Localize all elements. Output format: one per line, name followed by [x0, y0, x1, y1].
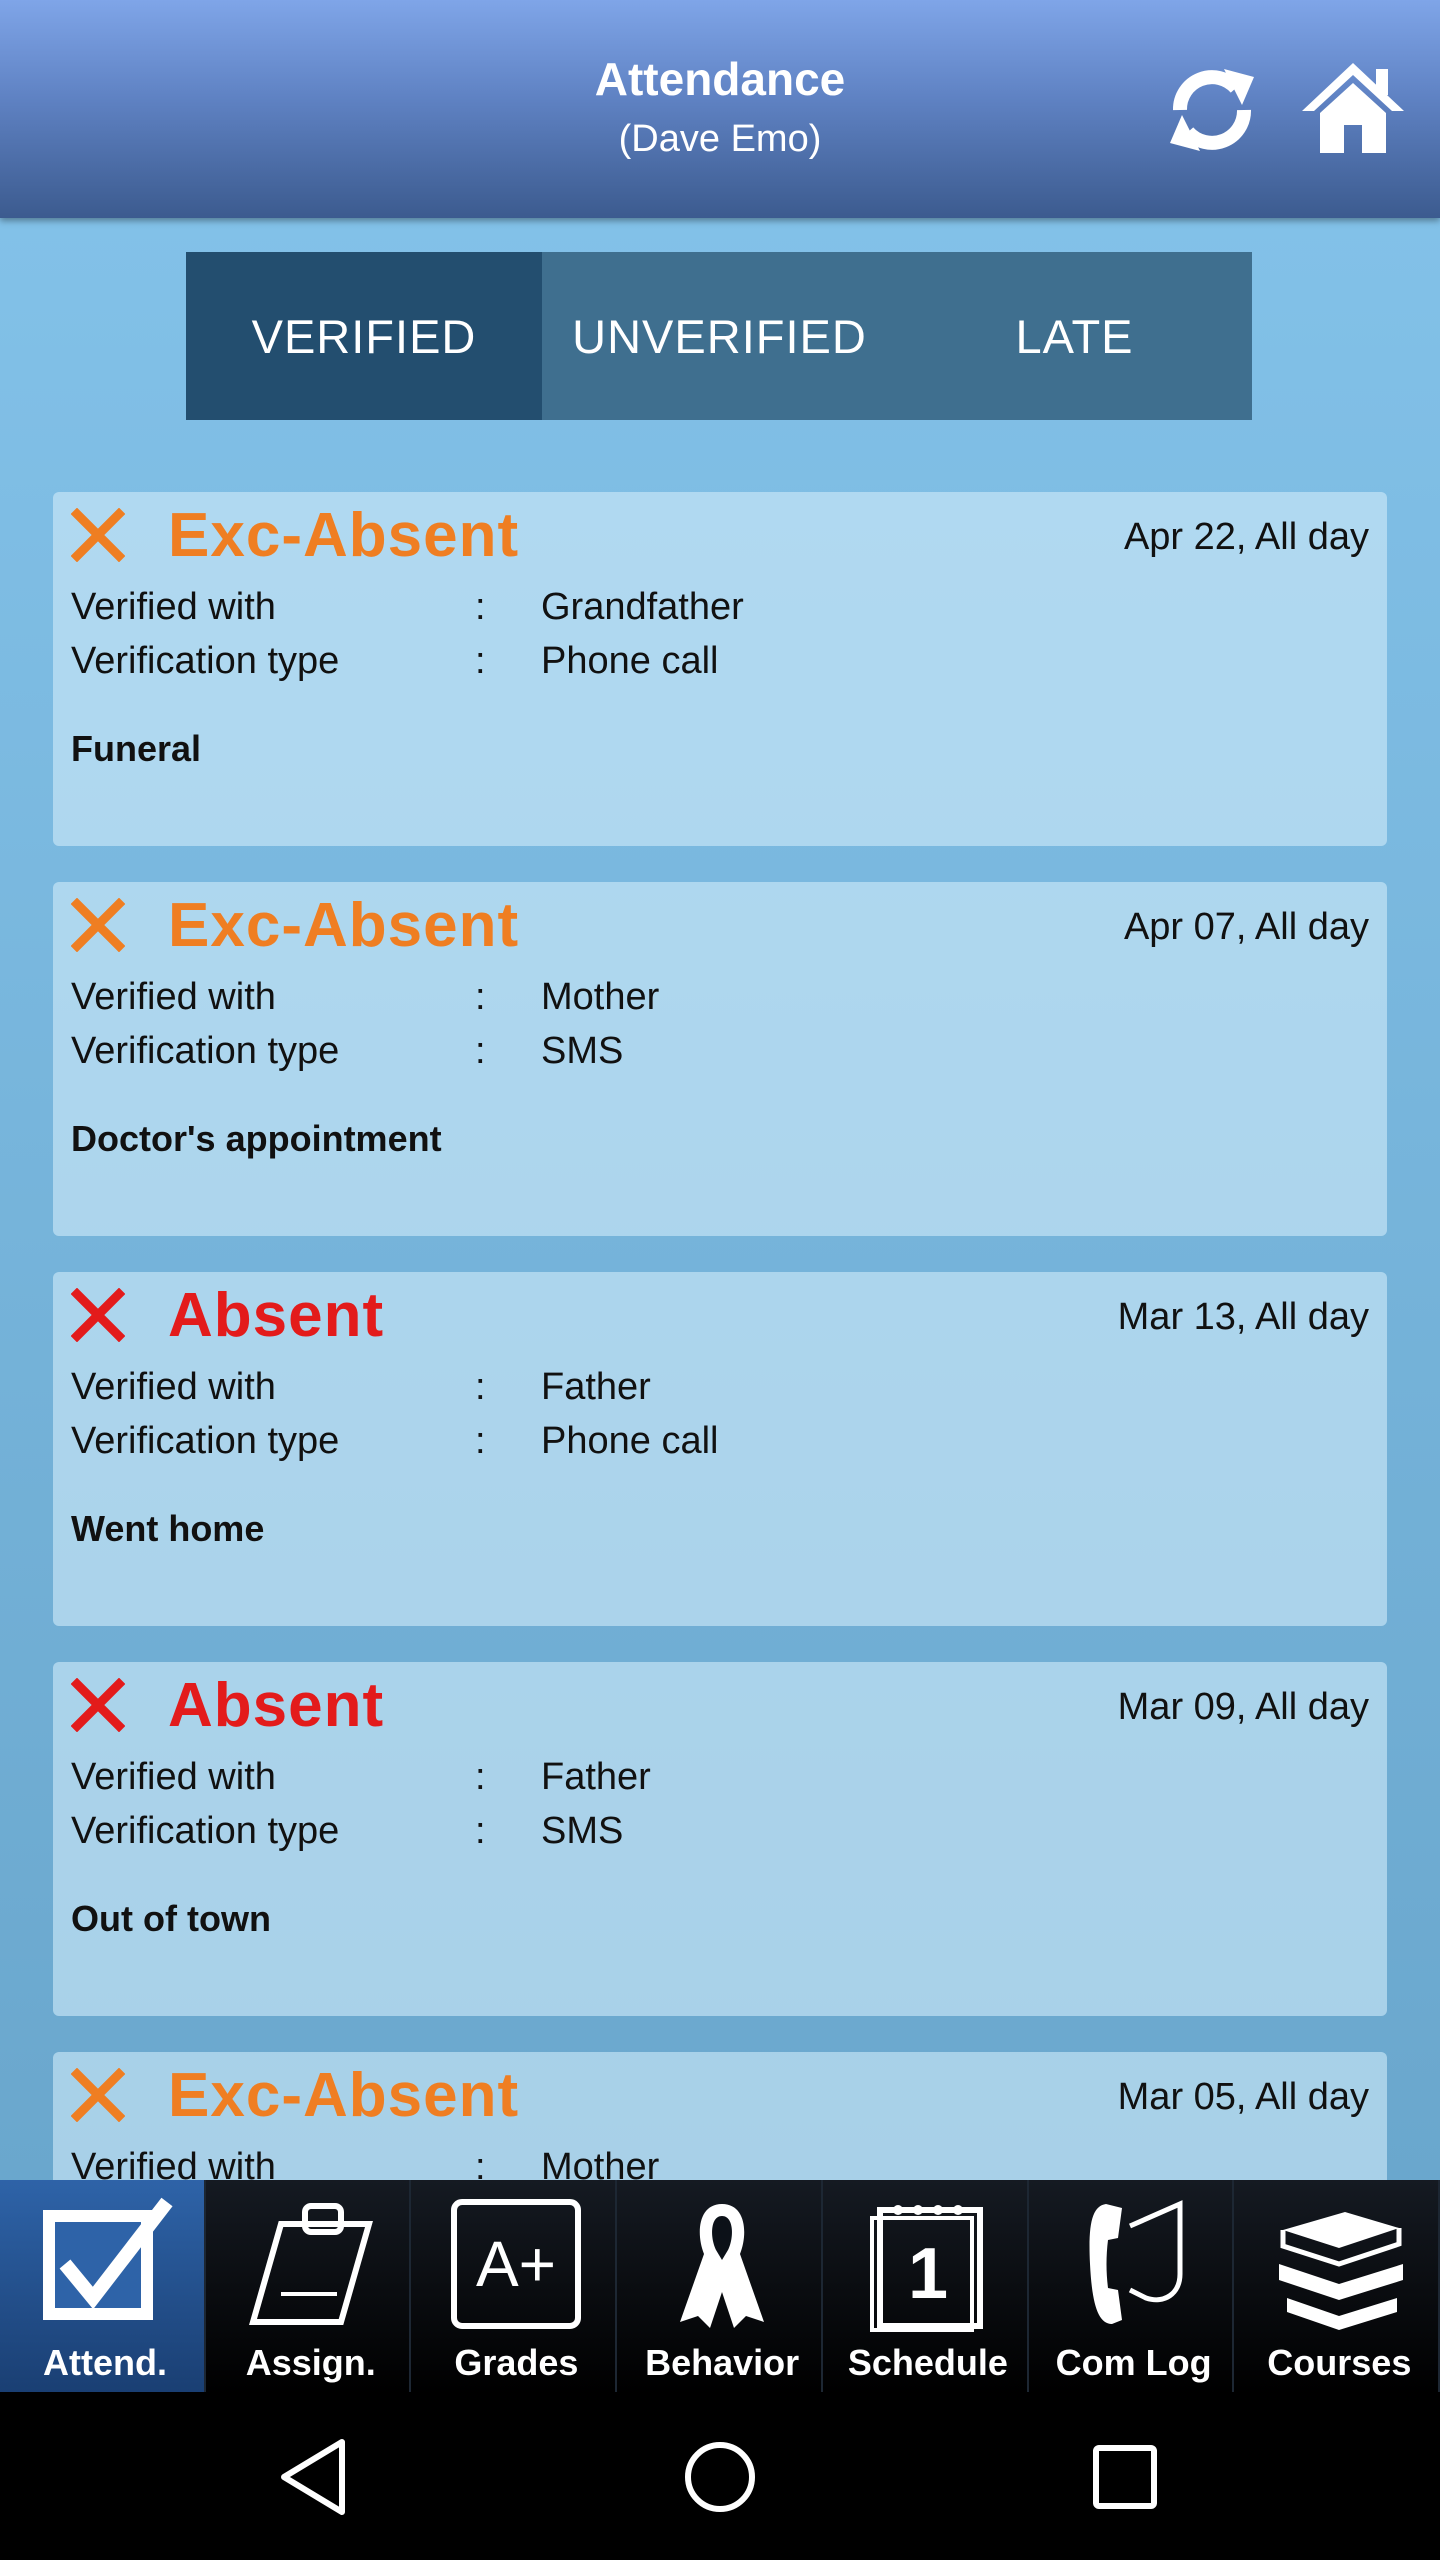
verified-with-value: Grandfather [541, 586, 744, 628]
verified-with-label: Verified with [71, 1366, 276, 1408]
separator-colon: : [475, 1366, 486, 1408]
verification-type-value: SMS [541, 1030, 624, 1072]
close-x-icon [71, 508, 125, 562]
tab-unverified[interactable]: UNVERIFIED [572, 309, 867, 363]
home-circle-icon[interactable] [675, 2432, 765, 2522]
attendance-date: Apr 22, All day [1123, 516, 1369, 558]
grade-a-plus-icon [446, 2194, 586, 2334]
nav-label: Behavior [645, 2342, 800, 2383]
calendar-icon [858, 2194, 998, 2334]
app-header [0, 0, 1440, 218]
tab-late[interactable]: LATE [1015, 309, 1134, 363]
attendance-record-card[interactable] [53, 1662, 1387, 2016]
separator-colon: : [475, 586, 486, 628]
nav-label: Courses [1267, 2342, 1412, 2383]
attendance-record-card[interactable] [53, 1272, 1387, 1626]
nav-attend[interactable] [0, 2180, 206, 2392]
attendance-content[interactable] [0, 218, 1440, 2180]
nav-label: Grades [454, 2342, 579, 2383]
verification-type-value: SMS [541, 1810, 624, 1852]
verified-with-value: Father [541, 1366, 651, 1408]
verified-with-value: Father [541, 1756, 651, 1798]
close-x-icon [71, 2068, 125, 2122]
checkbox-icon [35, 2194, 175, 2334]
attendance-date: Mar 05, All day [1117, 2076, 1369, 2118]
attendance-status: Absent [168, 1671, 385, 1740]
attendance-status: Exc-Absent [168, 501, 520, 570]
home-icon[interactable] [1298, 55, 1408, 165]
bottom-navigation [0, 2180, 1440, 2392]
ribbon-icon [652, 2194, 792, 2334]
attendance-date: Apr 07, All day [1123, 906, 1369, 948]
separator-colon: : [475, 1030, 486, 1072]
attendance-status: Absent [168, 1281, 385, 1350]
page-title: Attendance [594, 53, 846, 105]
separator-colon: : [475, 640, 486, 682]
verified-with-value: Mother [541, 2146, 660, 2180]
nav-schedule[interactable] [823, 2180, 1029, 2392]
books-icon [1269, 2194, 1409, 2334]
separator-colon: : [475, 1756, 486, 1798]
nav-assign[interactable] [206, 2180, 412, 2392]
tab-verified[interactable]: VERIFIED [186, 252, 542, 420]
recent-apps-icon[interactable] [1080, 2432, 1170, 2522]
absence-reason: Funeral [71, 728, 202, 769]
absence-reason: Doctor's appointment [71, 1118, 442, 1159]
verified-with-label: Verified with [71, 1756, 276, 1798]
close-x-icon [71, 1288, 125, 1342]
svg-text:A+: A+ [476, 2228, 557, 2300]
verification-type-label: Verification type [71, 1810, 340, 1852]
attendance-date: Mar 13, All day [1117, 1296, 1369, 1338]
nav-grades[interactable] [411, 2180, 617, 2392]
separator-colon: : [475, 976, 486, 1018]
clipboard-icon [241, 2194, 381, 2334]
verification-type-label: Verification type [71, 1420, 340, 1462]
nav-label: Com Log [1055, 2342, 1212, 2383]
nav-courses[interactable] [1234, 2180, 1440, 2392]
absence-reason: Out of town [71, 1898, 271, 1939]
nav-label: Schedule [847, 2342, 1008, 2383]
verified-with-label: Verified with [71, 2146, 276, 2180]
close-x-icon [71, 1678, 125, 1732]
refresh-icon[interactable] [1162, 55, 1262, 165]
absence-reason: Went home [71, 1508, 265, 1549]
attendance-record-card[interactable] [53, 882, 1387, 1236]
attendance-status: Exc-Absent [168, 891, 520, 960]
attendance-record-card[interactable] [53, 2052, 1387, 2180]
separator-colon: : [475, 1420, 486, 1462]
attendance-tabs [186, 252, 1252, 420]
nav-label: Assign. [245, 2342, 376, 2383]
attendance-record-card[interactable] [53, 492, 1387, 846]
system-navigation-bar [0, 2392, 1440, 2560]
back-icon[interactable] [270, 2432, 360, 2522]
nav-behavior[interactable] [617, 2180, 823, 2392]
verified-with-value: Mother [541, 976, 660, 1018]
verification-type-value: Phone call [541, 640, 719, 682]
verified-with-label: Verified with [71, 586, 276, 628]
phone-icon [1064, 2194, 1204, 2334]
verification-type-label: Verification type [71, 640, 340, 682]
verification-type-label: Verification type [71, 1030, 340, 1072]
verified-with-label: Verified with [71, 976, 276, 1018]
close-x-icon [71, 898, 125, 952]
separator-colon: : [475, 1810, 486, 1852]
svg-text:1: 1 [907, 2234, 948, 2314]
nav-com-log[interactable] [1029, 2180, 1235, 2392]
attendance-status: Exc-Absent [168, 2061, 520, 2130]
nav-label: Attend. [43, 2342, 167, 2383]
student-name: (Dave Emo) [618, 118, 822, 160]
attendance-date: Mar 09, All day [1117, 1686, 1369, 1728]
verification-type-value: Phone call [541, 1420, 719, 1462]
separator-colon: : [475, 2146, 486, 2180]
